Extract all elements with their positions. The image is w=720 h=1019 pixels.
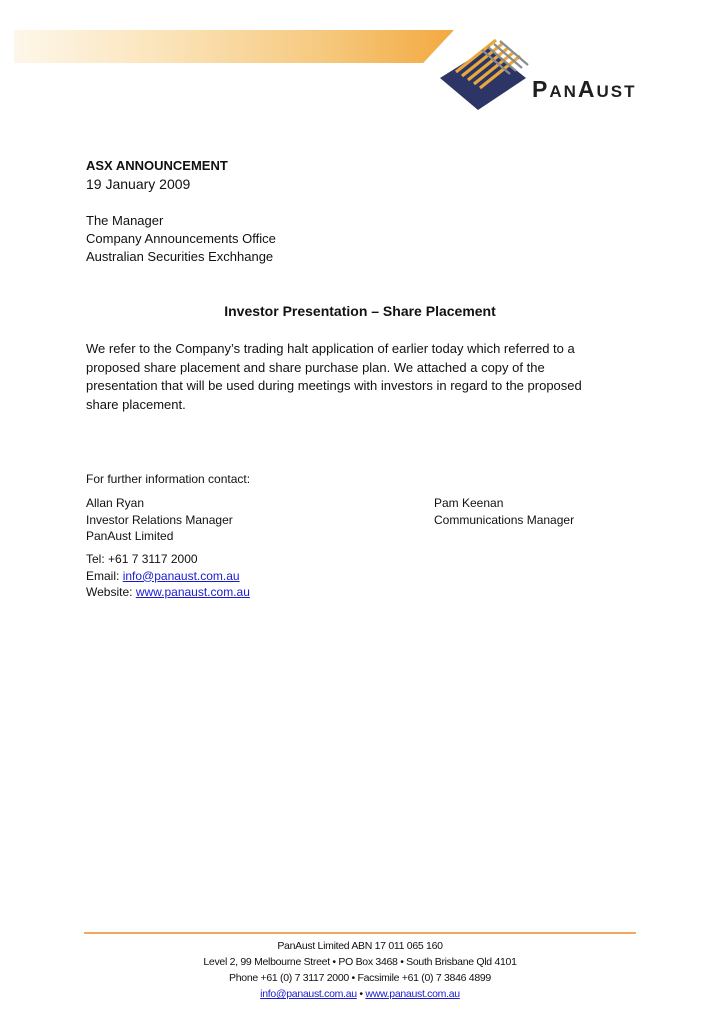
panaust-logo-icon: [438, 30, 538, 112]
contact-details: [86, 551, 250, 601]
announcement-date: 19 January 2009: [86, 176, 191, 192]
contact-email-link[interactable]: info@panaust.com.au: [122, 568, 240, 583]
footer-phone-line: Phone +61 (0) 7 3117 2000 • Facsimile +61 (0) 7 3846 4899: [229, 972, 491, 984]
footer-divider: [84, 932, 636, 934]
contact-1-company: PanAust Limited: [86, 529, 174, 543]
contact-website-link[interactable]: www.panaust.com.au: [135, 585, 250, 599]
contact-1-name: Allan Ryan: [86, 496, 145, 510]
contact-2-name: Pam Keenan: [434, 496, 504, 510]
contact-tel: Tel: +61 7 3117 2000: [86, 552, 198, 566]
contact-2-role: Communications Manager: [434, 512, 575, 527]
contact-email-line: Email: info@panaust.com.au: [86, 568, 240, 583]
body-paragraph: We refer to the Company’s trading halt application of earlier today which referred to a proposed share placement and share purchase plan. We attached a copy of the presentation that will be used during meetings with investors in regard to the proposed share placement.: [86, 341, 582, 412]
recipient-address: [86, 212, 276, 266]
contact-intro: For further information contact:: [86, 472, 251, 486]
footer-website-link[interactable]: www.panaust.com.au: [365, 988, 460, 1000]
header-banner: [14, 30, 454, 63]
contact-person-2: [434, 495, 574, 528]
recipient-line-3: Australian Securities Exchhange: [86, 249, 274, 264]
footer-links-line: info@panaust.com.au • www.panaust.com.au: [260, 988, 460, 1000]
footer-email-link[interactable]: info@panaust.com.au: [260, 988, 357, 1000]
document-title: Investor Presentation – Share Placement: [224, 303, 496, 319]
brand-wordmark: PANAUST: [532, 76, 637, 102]
announcement-header: [86, 157, 228, 193]
contact-website-line: Website: www.panaust.com.au: [86, 585, 250, 599]
recipient-line-1: The Manager: [86, 213, 164, 228]
announcement-heading: ASX ANNOUNCEMENT: [86, 158, 228, 173]
recipient-line-2: Company Announcements Office: [86, 231, 276, 246]
contact-person-1: [86, 495, 233, 545]
company-logo: [438, 30, 678, 112]
footer: [0, 938, 720, 1002]
footer-company-line: PanAust Limited ABN 17 011 065 160: [277, 940, 443, 952]
footer-address-line: Level 2, 99 Melbourne Street • PO Box 3468 • South Brisbane Qld 4101: [203, 956, 517, 968]
contact-1-role: Investor Relations Manager: [86, 512, 233, 527]
